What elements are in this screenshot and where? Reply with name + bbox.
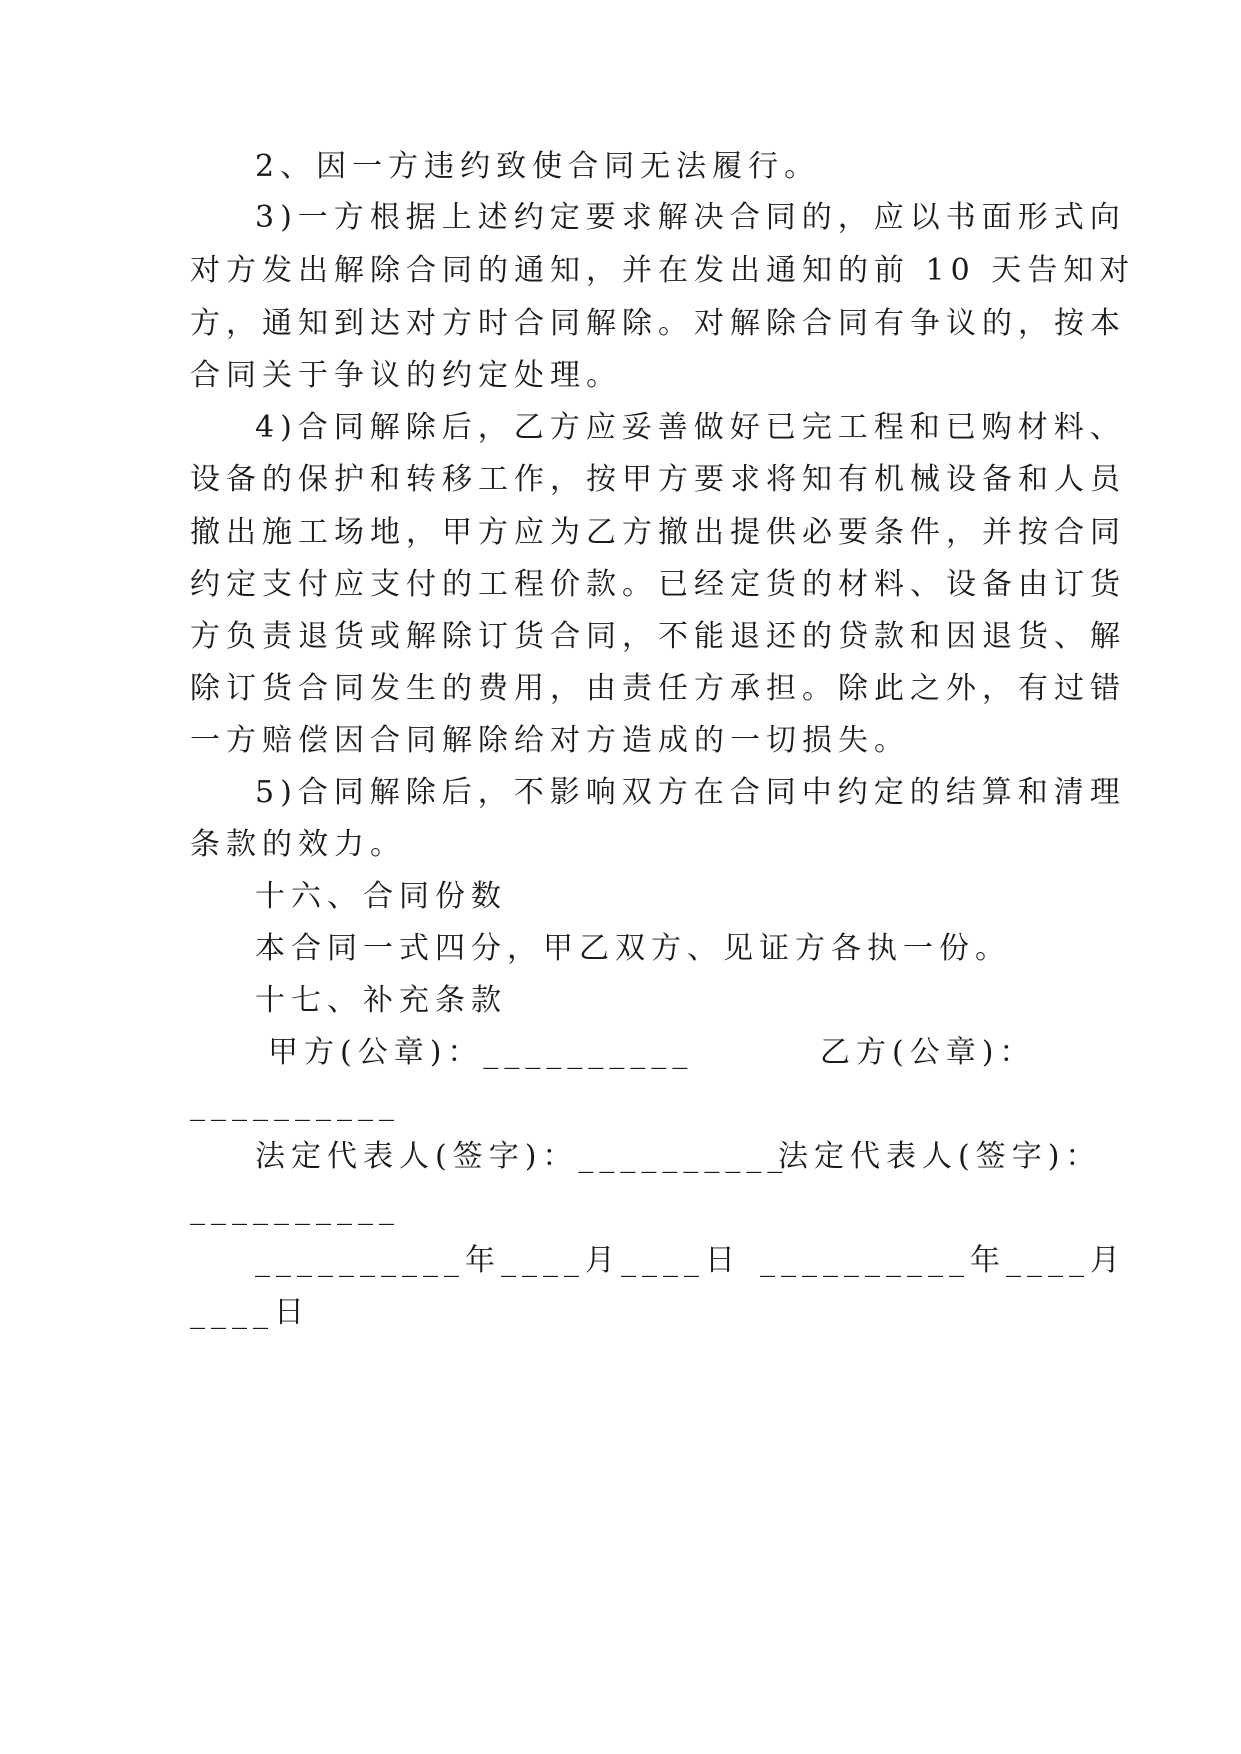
paragraph-line: 3)一方根据上述约定要求解决合同的，应以书面形式向 bbox=[255, 200, 1126, 235]
paragraph-line: 合同关于争议的约定处理。 bbox=[190, 358, 622, 393]
party-b-seal-line: 乙方(公章)： bbox=[820, 1035, 1036, 1070]
paragraph-line: 除订货合同发生的费用，由责任方承担。除此之外，有过错 bbox=[190, 671, 1126, 706]
paragraph-line: 撤出施工场地，甲方应为乙方撤出提供必要条件，并按合同 bbox=[190, 515, 1126, 550]
paragraph-line: 方，通知到达对方时合同解除。对解除合同有争议的，按本 bbox=[190, 306, 1126, 341]
section-heading: 十六、合同份数 bbox=[255, 879, 507, 914]
party-b-date-line: __________年____月 bbox=[760, 1243, 1126, 1278]
paragraph-line: 本合同一式四分，甲乙双方、见证方各执一份。 bbox=[255, 931, 1011, 966]
paragraph-line: 2、因一方违约致使合同无法履行。 bbox=[255, 149, 821, 184]
paragraph-line: 4)合同解除后，乙方应妥善做好已完工程和已购材料、 bbox=[255, 410, 1126, 445]
party-a-seal-line: 甲方(公章)：__________ bbox=[268, 1035, 694, 1070]
party-b-rep-line: 法定代表人(签字)： bbox=[778, 1139, 1102, 1174]
party-b-date-day: ____日 bbox=[190, 1295, 310, 1330]
paragraph-line: 约定支付应支付的工程价款。已经定货的材料、设备由订货 bbox=[190, 567, 1126, 602]
paragraph-line: 一方赔偿因合同解除给对方造成的一切损失。 bbox=[190, 723, 910, 758]
party-a-date-line: __________年____月____日 bbox=[255, 1243, 741, 1278]
paragraph-line: 方负责退货或解除订货合同，不能退还的贷款和因退货、解 bbox=[190, 619, 1126, 654]
party-b-seal-blank: __________ bbox=[190, 1087, 400, 1122]
paragraph-line: 5)合同解除后，不影响双方在合同中约定的结算和清理 bbox=[255, 775, 1126, 810]
paragraph-line: 条款的效力。 bbox=[190, 827, 406, 862]
party-a-rep-line: 法定代表人(签字)：__________ bbox=[255, 1139, 789, 1174]
paragraph-line: 设备的保护和转移工作，按甲方要求将知有机械设备和人员 bbox=[190, 462, 1126, 497]
party-b-rep-blank: __________ bbox=[190, 1191, 400, 1226]
section-heading: 十七、补充条款 bbox=[255, 983, 507, 1018]
paragraph-line: 对方发出解除合同的通知，并在发出通知的前 10 天告知对 bbox=[190, 253, 1136, 288]
